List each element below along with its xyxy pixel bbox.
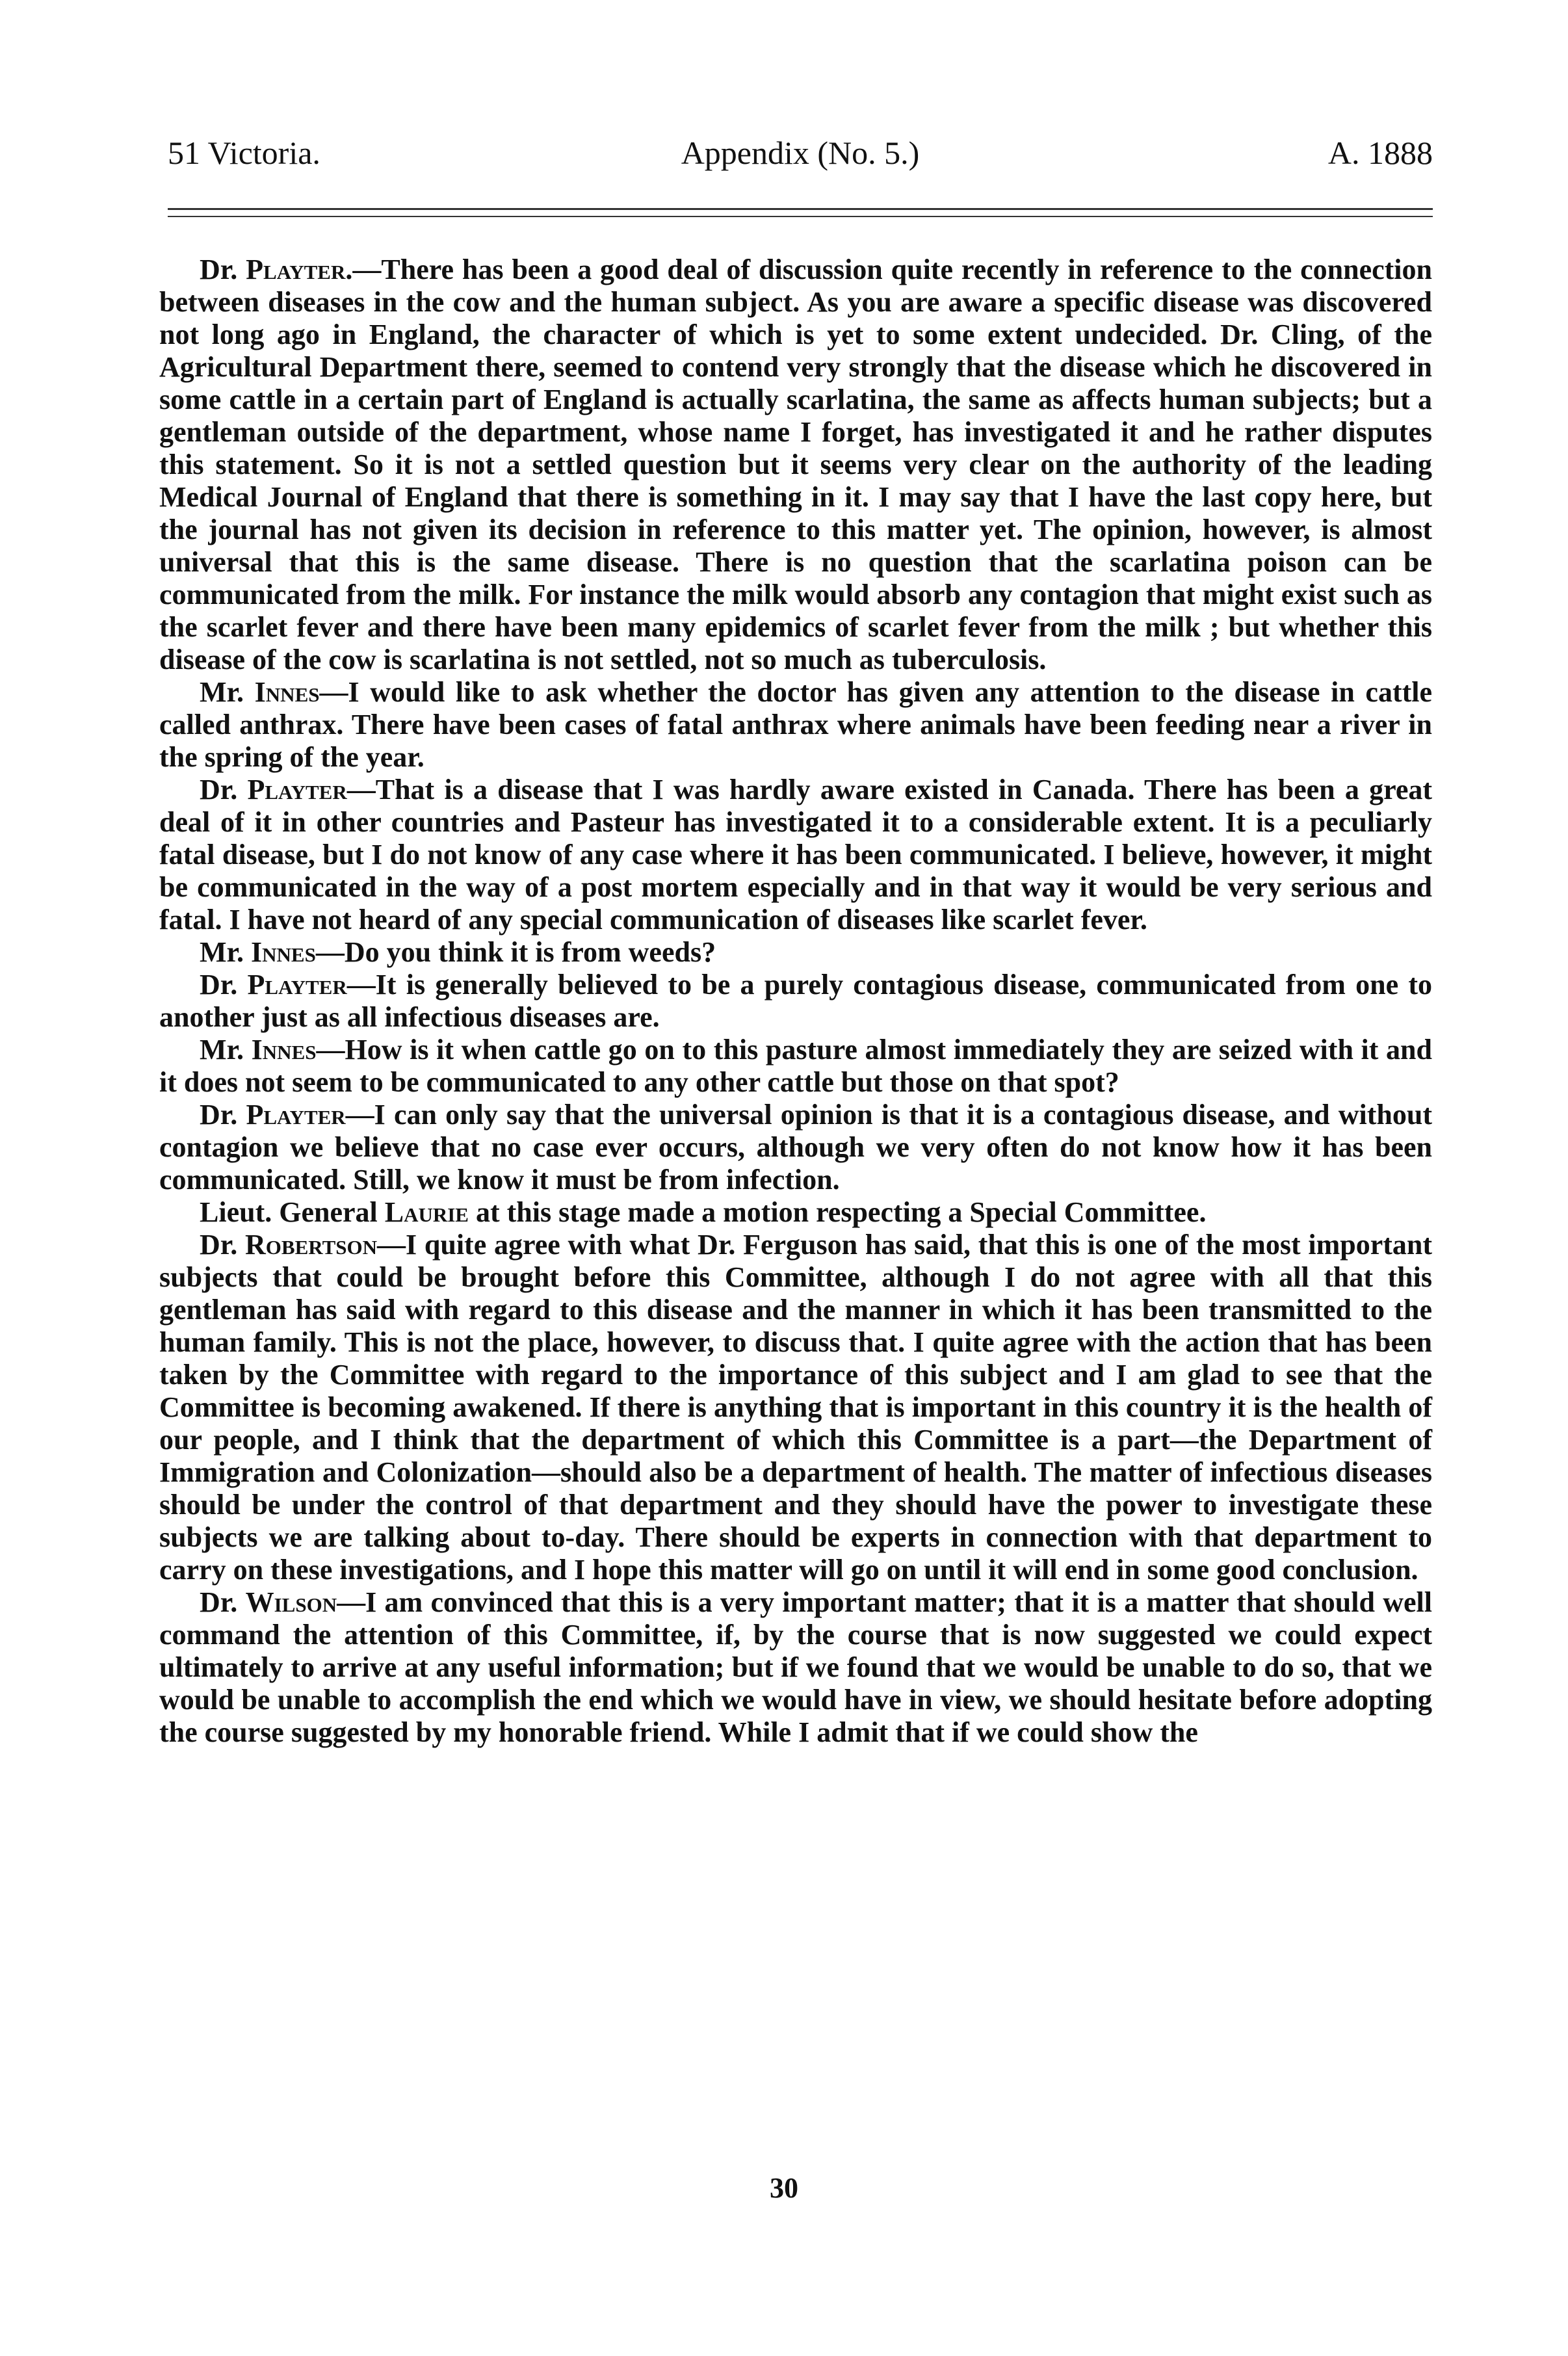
paragraph (159, 969, 1432, 1034)
paragraph-text: —Do you think it is from weeds? (315, 936, 716, 968)
paragraph (159, 1586, 1432, 1749)
speaker-name: Innes (251, 1034, 317, 1066)
speaker-prefix: Dr. (200, 774, 238, 805)
paragraph-text: —It is generally believed to be a purely contagious disease, communicated from one to another just as all infectious diseases are. (159, 969, 1432, 1033)
speaker-name: Laurie (384, 1196, 469, 1228)
speaker-name: Innes (251, 936, 316, 968)
paragraph-text: —I can only say that the universal opinion is that it is a contagious disease, and without contagion we believe that no case ever occurs, although we very often do not know how it has been communicated. Still, we know it must be from infection. (159, 1099, 1433, 1196)
paragraph-text: —How is it when cattle go on to this pasture almost immediately they are seized with it and it does not seem to be communicated to any other cattle but those on that spot? (159, 1034, 1432, 1098)
paragraph-text: —I would like to ask whether the doctor has given any attention to the disease in cattle called anthrax. There have been cases of fatal anthrax where animals have been feeding near a river in the spring of the year. (159, 676, 1433, 773)
header-appendix: Appendix (No. 5.) (681, 135, 920, 171)
speaker-name: Innes (254, 676, 320, 708)
header-rule-top (168, 208, 1433, 210)
paragraph (159, 1229, 1432, 1586)
speaker-prefix: Mr. (200, 936, 244, 968)
paragraph-text: at this stage made a motion respecting a Special Committee. (468, 1196, 1207, 1228)
paragraph (159, 254, 1432, 676)
speaker-name: Playter (246, 1099, 346, 1131)
page-number: 30 (770, 2172, 798, 2204)
paragraph (159, 676, 1432, 774)
paragraph-text: —I am convinced that this is a very important matter; that it is a matter that should well command the attention of this Committee, if, by the course that is now suggested we could expect ultimately to arrive at any useful information; but if we found that we would be unable to do so, that we would be unable to accomplish the end which we would have in view, we should hesitate before adopting the course suggested by my honorable friend. While I admit that if we could show the (159, 1586, 1433, 1748)
speaker-prefix: Dr. (200, 969, 238, 1001)
speaker-prefix: Lieut. General (200, 1196, 378, 1228)
paragraph (159, 774, 1432, 936)
speaker-prefix: Mr. (200, 676, 244, 708)
transcript-body (159, 254, 1432, 1749)
speaker-name: Playter (247, 774, 347, 805)
header-rule-bottom (168, 216, 1433, 217)
paragraph (159, 936, 1432, 969)
speaker-prefix: Dr. (200, 1586, 238, 1618)
running-header (168, 130, 1433, 176)
header-year: A. 1888 (1327, 135, 1433, 171)
paragraph (159, 1034, 1432, 1099)
header-volume: 51 Victoria. (168, 135, 320, 171)
paragraph-text: —That is a disease that I was hardly aware existed in Canada. There has been a great deal of it in other countries and Pasteur has investigated it to a considerable extent. It is a peculiarly fatal disease, but I do not know of any case where it has been communicated. I believe, however, it might be communicated in the way of a post mortem especially and in that way it would be very serious and fatal. I have not heard of any special communication of diseases like scarlet fever. (159, 774, 1432, 936)
speaker-name: Playter (246, 254, 346, 285)
paragraph-text: —I quite agree with what Dr. Ferguson has said, that this is one of the most important subjects that could be brought before this Committee, although I do not agree with all that this gentleman has said with regard to this disease and the manner in which it has been transmitted to the human family. This is not the place, however, to discuss that. I quite agree with the action that has been taken by the Committee with regard to the importance of this subject and I am glad to see that the Committee is becoming awakened. If there is anything that is important in this country it is the health of our people, and I think that the department of which this Committee is a part—the Department of Immigration and Colonization—should also be a department of health. The matter of infectious diseases should be under the control of that department and they should have the power to investigate these subjects we are talking about to-day. There should be experts in connection with that department to carry on these investigations, and I hope this matter will go on until it will end in some good conclusion. (159, 1229, 1433, 1586)
speaker-name: Playter (247, 969, 347, 1001)
speaker-prefix: Dr. (200, 254, 238, 285)
speaker-name: Robertson (245, 1229, 377, 1261)
speaker-prefix: Dr. (200, 1229, 238, 1261)
paragraph-text: .—There has been a good deal of discussion quite recently in reference to the connection between diseases in the cow and the human subject. As you are aware a specific disease was discovered not long ago in England, the character of which is yet to some extent undecided. Dr. Cling, of the Agricultural Department there, seemed to contend very strongly that the disease which he discovered in some cattle in a certain part of England is actually scarlatina, the same as affects human subjects; but a gentleman outside of the department, whose name I forget, has investigated it and he rather disputes this statement. So it is not a settled question but it seems very clear on the authority of the leading Medical Journal of England that there is something in it. I may say that I have the last copy here, but the journal has not given its decision in reference to this matter yet. The opinion, however, is almost universal that this is the same disease. There is no question that the scarlatina poison can be communicated from the milk. For instance the milk would absorb any contagion that might exist such as the scarlet fever and there have been many epidemics of scarlet fever from the milk ; but whether this disease of the cow is scarlatina is not settled, not so much as tuberculosis. (159, 254, 1432, 675)
paragraph (159, 1099, 1432, 1196)
speaker-prefix: Mr. (200, 1034, 244, 1066)
speaker-prefix: Dr. (200, 1099, 238, 1131)
speaker-name: Wilson (245, 1586, 337, 1618)
paragraph (159, 1196, 1432, 1229)
